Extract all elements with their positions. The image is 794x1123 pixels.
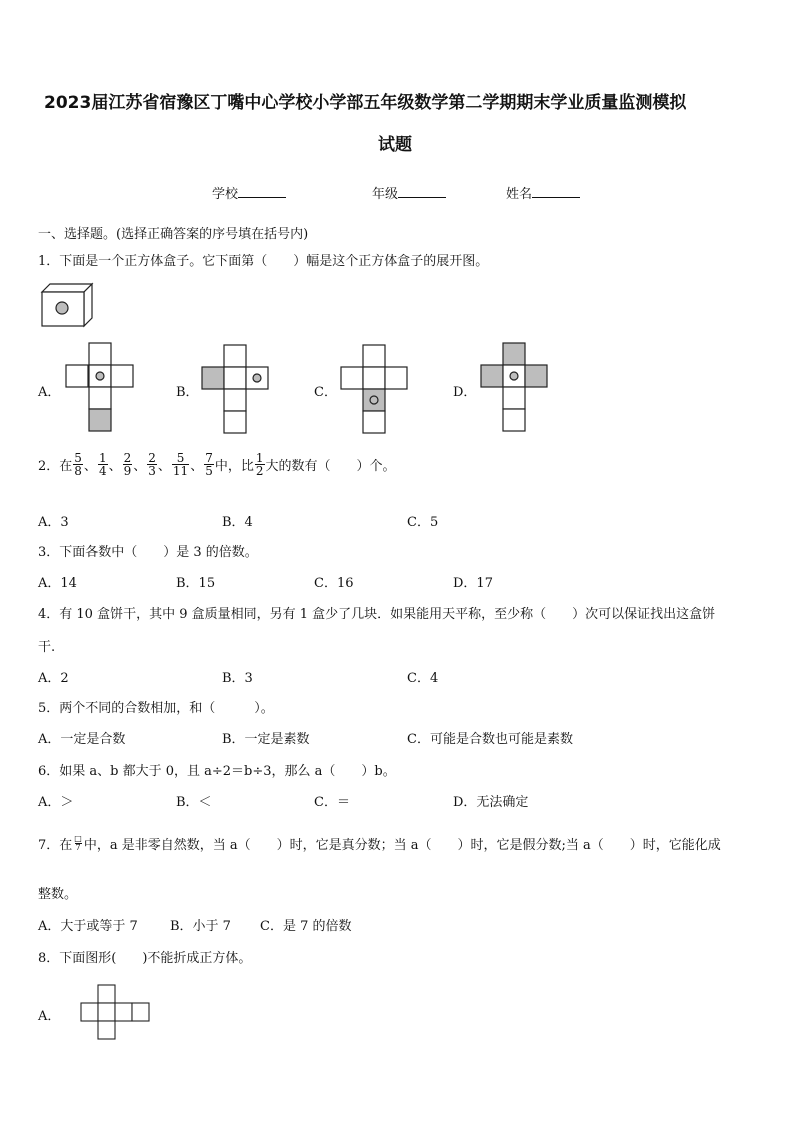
q1-option-a: A． (38, 385, 61, 400)
q2-option-c: C．5 (407, 515, 439, 530)
cube-figure (40, 282, 94, 328)
grade-field (372, 183, 446, 202)
q3-option-a: A．14 (38, 576, 77, 591)
q6-option-b: B．＜ (176, 795, 212, 810)
q7-option-c: C．是 7 的倍数 (260, 919, 352, 934)
q3-option-b: B．15 (176, 576, 216, 591)
fraction: $\frac{1}{4}$ (98, 451, 107, 478)
q2-option-a: A．3 (38, 515, 69, 530)
separator: 、 (83, 459, 97, 474)
separator: 、 (108, 459, 122, 474)
section-heading: 一、选择题。(选择正确答案的序号填在括号内) (38, 227, 309, 242)
grade-blank (398, 185, 446, 198)
question-7-line2: 整数。 (38, 887, 78, 902)
q7-prefix: 7．在 (38, 838, 73, 853)
page-title-line1: 2023届江苏省宿豫区丁嘴中心学校小学部五年级数学第二学期期末学业质量监测模拟 (44, 93, 687, 113)
q4-option-a: A．2 (38, 671, 69, 686)
q5-option-c: C．可能是合数也可能是素数 (407, 732, 573, 747)
name-field (506, 183, 580, 202)
question-4-line1: 4．有 10 盒饼干，其中 9 盒质量相同，另有 1 盒少了几块．如果能用天平称，至少称（ ）次可以保证找出这盒饼 (38, 607, 716, 622)
q5-option-a: A．一定是合数 (38, 732, 126, 747)
grade-label: 年级 (372, 187, 399, 202)
q8-option-a: A． (38, 1009, 61, 1024)
fraction: $\frac{2}{9}$ (123, 451, 132, 478)
q6-option-d: D．无法确定 (453, 795, 529, 810)
fraction: $\frac{2}{3}$ (148, 451, 156, 478)
q2-option-b: B．4 (222, 515, 253, 530)
net-a-figure (65, 342, 135, 434)
q3-option-d: D．17 (453, 576, 493, 591)
q1-option-b: B． (176, 385, 199, 400)
q6-option-a: A．＞ (38, 795, 74, 810)
net-b-figure (201, 344, 271, 434)
name-label: 姓名 (506, 187, 533, 202)
question-1-text: 1．下面是一个正方体盒子。它下面第（ ）幅是这个正方体盒子的展开图。 (38, 254, 489, 269)
q1-option-d: D． (453, 385, 477, 400)
q4-option-b: B．3 (222, 671, 253, 686)
q2-middle: 中，比 (214, 459, 254, 474)
net-d-figure (480, 342, 550, 434)
q7-option-a: A．大于或等于 7 (38, 919, 138, 934)
separator: 、 (133, 459, 147, 474)
name-blank (532, 185, 580, 198)
question-2-text (38, 452, 396, 477)
q8-net-a-figure (80, 984, 152, 1042)
school-blank (238, 185, 286, 198)
fraction: $\frac{7}{5}$ (205, 451, 213, 478)
q3-option-c: C．16 (314, 576, 354, 591)
q6-option-c: C．＝ (314, 795, 350, 810)
q4-option-c: C．4 (407, 671, 439, 686)
fraction: $\frac{1}{2}$ (255, 451, 264, 478)
question-4-line2: 干. (38, 640, 56, 655)
net-c-figure (340, 344, 410, 434)
q2-suffix: 大的数有（ ）个。 (265, 459, 396, 474)
q2-prefix: 2．在 (38, 459, 73, 474)
school-label: 学校 (212, 187, 239, 202)
separator: 、 (157, 459, 171, 474)
separator: 、 (190, 459, 204, 474)
fraction: $\frac{5}{8}$ (74, 451, 82, 478)
question-6-text: 6．如果 a、b 都大于 0，且 a÷2＝b÷3，那么 a（ ）b。 (38, 764, 396, 779)
fraction: $\frac{□}{7}$ (74, 834, 82, 852)
q7-line1-rest: 中，a 是非零自然数，当 a（ ）时，它是真分数；当 a（ ）时，它是假分数;当 a（ ）时，它能化成 (83, 838, 721, 853)
fraction: $\frac{5}{11}$ (172, 451, 189, 478)
question-8-text: 8．下面图形( )不能折成正方体。 (38, 951, 252, 966)
q1-option-c: C． (314, 385, 337, 400)
question-7-line1 (38, 834, 721, 853)
q7-option-b: B．小于 7 (170, 919, 231, 934)
q5-option-b: B．一定是素数 (222, 732, 310, 747)
question-3-text: 3．下面各数中（ ）是 3 的倍数。 (38, 545, 258, 560)
school-field (212, 183, 286, 202)
page-title-line2: 试题 (378, 135, 412, 155)
question-5-text: 5．两个不同的合数相加，和（ ）。 (38, 701, 274, 716)
